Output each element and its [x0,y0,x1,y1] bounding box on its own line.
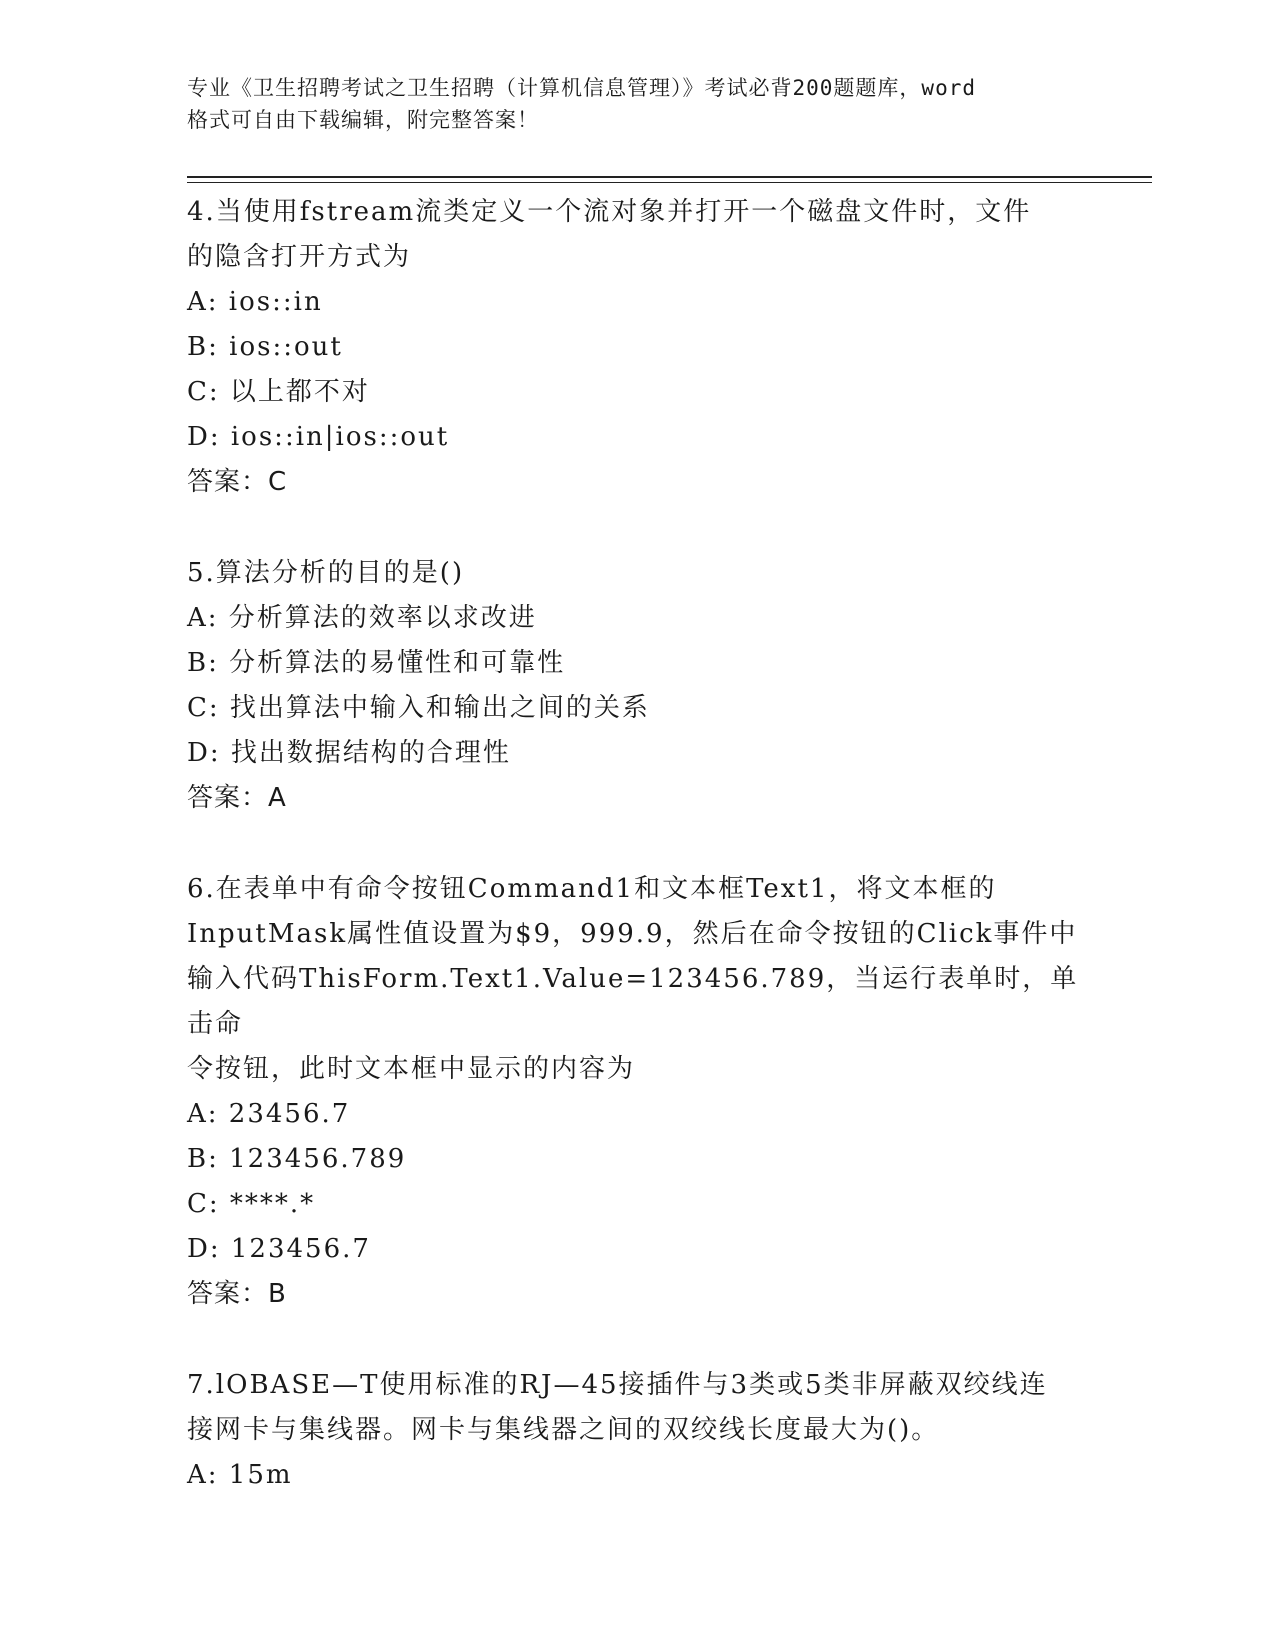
question-list [187,190,1087,1498]
answer-option: D: ios::in|ios::out [187,422,450,452]
question-text-line: 5.算法分析的目的是() [187,558,465,588]
question-2 [187,551,1087,820]
answer-key: 答案：B [187,1279,287,1309]
question-spacer [187,1316,1087,1363]
answer-option: B: 123456.789 [187,1144,407,1174]
answer-option: D: 找出数据结构的合理性 [187,738,511,768]
document-header [187,72,1087,136]
answer-option: B: ios::out [187,332,343,362]
question-text-line: 6.在表单中有命令按钮Command1和文本框Text1，将文本框的 [187,874,997,904]
question-4 [187,1363,1087,1498]
header-divider-thick [187,176,1152,178]
answer-option: C: 以上都不对 [187,377,370,407]
answer-option: C: ****.* [187,1189,316,1219]
header-divider-thin [187,182,1152,183]
answer-key: 答案：A [187,783,287,813]
question-text-line: InputMask属性值设置为$9，999.9，然后在命令按钮的Click事件中 [187,919,1078,949]
question-1 [187,190,1087,504]
question-spacer [187,504,1087,551]
answer-option: C: 找出算法中输入和输出之间的关系 [187,693,650,723]
question-text-line: 令按钮，此时文本框中显示的内容为 [187,1054,636,1084]
question-3 [187,867,1087,1316]
answer-option: A: 23456.7 [187,1099,351,1129]
question-text-line: 的隐含打开方式为 [187,242,412,272]
header-line-2: 格式可自由下载编辑，附完整答案！ [187,108,539,132]
question-text-line: 4.当使用fstream流类定义一个流对象并打开一个磁盘文件时，文件 [187,197,1032,227]
question-text-line: 7.lOBASE—T使用标准的RJ—45接插件与3类或5类非屏蔽双绞线连 [187,1370,1048,1400]
answer-option: B: 分析算法的易懂性和可靠性 [187,648,566,678]
answer-option: A: 分析算法的效率以求改进 [187,603,537,633]
header-line-1: 专业《卫生招聘考试之卫生招聘（计算机信息管理）》考试必背200题题库，word [187,76,976,100]
question-spacer [187,820,1087,867]
question-text-line: 接网卡与集线器。网卡与集线器之间的双绞线长度最大为()。 [187,1415,940,1445]
answer-option: D: 123456.7 [187,1234,371,1264]
answer-option: A: 15m [187,1460,293,1490]
question-text-line: 输入代码ThisForm.Text1.Value=123456.789，当运行表单时，单击命 [187,964,1079,1039]
answer-option: A: ios::in [187,287,323,317]
answer-key: 答案：C [187,467,288,497]
